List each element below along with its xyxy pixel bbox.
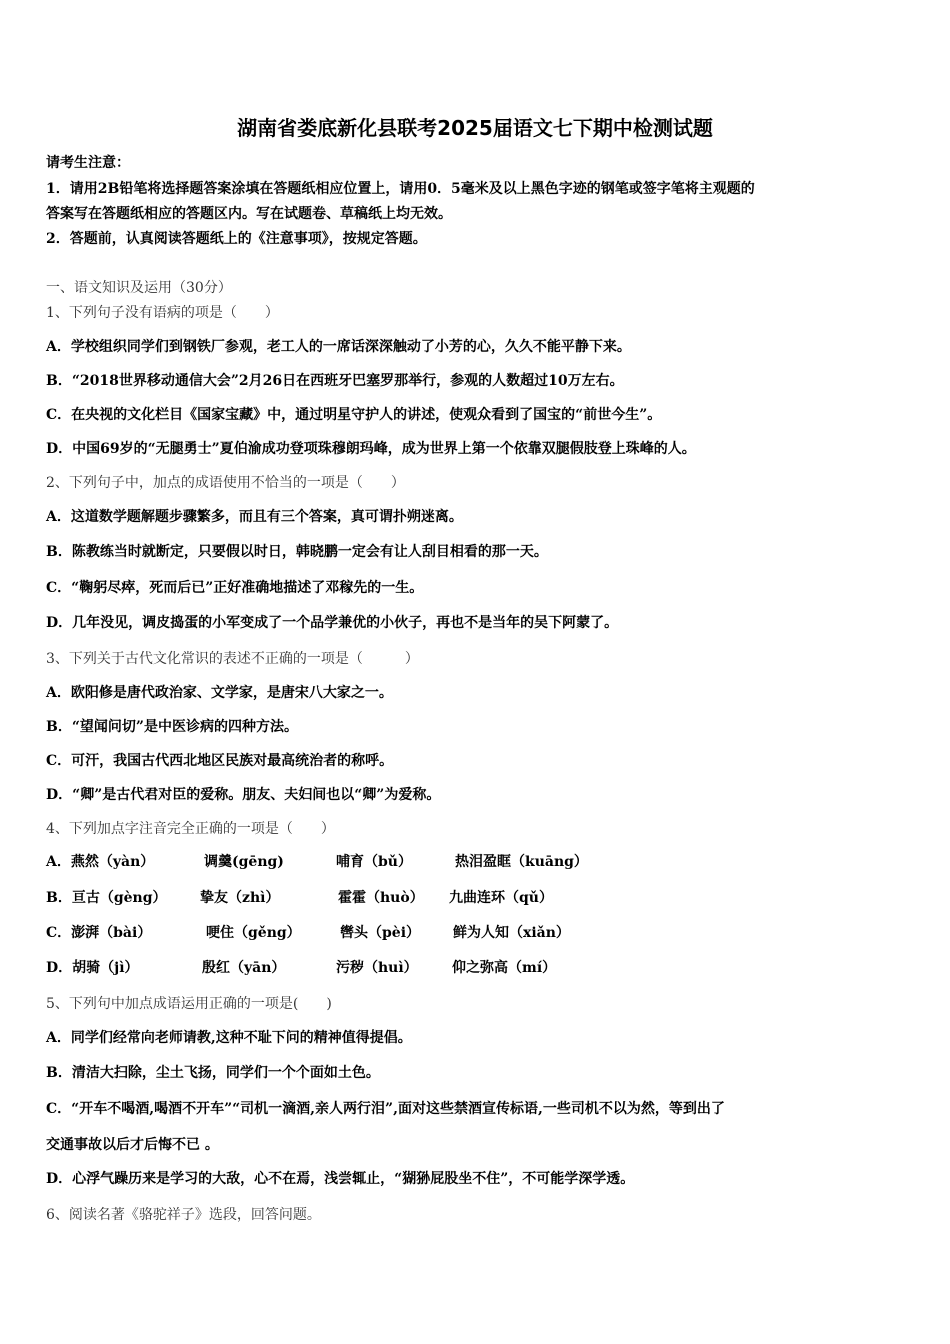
q4-row-d-4: 仰之弥高（mí）: [452, 960, 557, 976]
q4-row-b-4: 九曲连环（qǔ）: [449, 890, 553, 906]
q2-option-c: C．“鞠躬尽瘁，死而后已”正好准确地描述了邓稼先的一生。: [46, 580, 424, 596]
page-title: 湖南省娄底新化县联考2025届语文七下期中检测试题: [237, 116, 713, 140]
q3-stem: 3、下列关于古代文化常识的表述不正确的一项是（ ）: [46, 651, 419, 667]
q4-row-b-2: 挚友（zhì）: [200, 890, 280, 906]
q5-option-c: C．“开车不喝酒,喝酒不开车”“司机一滴酒,亲人两行泪”,面对这些禁酒宣传标语,一些司机不以为然，等到出了: [46, 1101, 725, 1117]
q4-row-a-4: 热泪盈眶（kuāng）: [455, 854, 588, 870]
q4-stem: 4、下列加点字注音完全正确的一项是（ ）: [46, 821, 335, 837]
notice-item-2: 2．答题前，认真阅读答题纸上的《注意事项》，按规定答题。: [46, 231, 427, 247]
q6-stem: 6、阅读名著《骆驼祥子》选段，回答问题。: [46, 1207, 321, 1223]
q5-option-d: D．心浮气躁历来是学习的大敌，心不在焉，浅尝辄止，“猢狲屁股坐不住”，不可能学深学透。: [46, 1171, 635, 1187]
q3-option-a: A．欧阳修是唐代政治家、文学家，是唐宋八大家之一。: [46, 685, 393, 701]
q4-row-c-3: 辔头（pèi）: [340, 925, 421, 941]
q3-option-b: B．“望闻问切”是中医诊病的四种方法。: [46, 719, 298, 735]
q4-row-d-2: 殷红（yān）: [202, 960, 286, 976]
q4-row-b-3: 霍霍（huò）: [338, 890, 424, 906]
q4-row-d-3: 污秽（huì）: [336, 960, 418, 976]
q5-option-c-cont: 交通事故以后才后悔不已 。: [46, 1137, 219, 1153]
q1-option-c: C．在央视的文化栏目《国家宝藏》中，通过明星守护人的讲述，使观众看到了国宝的“前世今生”。: [46, 407, 662, 423]
q2-option-b: B．陈教练当时就断定，只要假以时日，韩晓鹏一定会有让人刮目相看的那一天。: [46, 544, 548, 560]
q3-option-c: C．可汗，我国古代西北地区民族对最高统治者的称呼。: [46, 753, 394, 769]
q4-row-c-4: 鲜为人知（xiǎn）: [453, 925, 570, 941]
q3-option-d: D．“卿”是古代君对臣的爱称。朋友、夫妇间也以“卿”为爱称。: [46, 787, 441, 803]
q5-stem: 5、下列句中加点成语运用正确的一项是( ): [46, 996, 332, 1012]
notice-heading: 请考生注意：: [46, 155, 130, 171]
q5-option-a: A．同学们经常向老师请教,这种不耻下问的精神值得提倡。: [46, 1030, 412, 1046]
q4-row-d-1: D．胡骑（jì）: [46, 960, 139, 976]
q4-row-a-3: 哺育（bǔ）: [336, 854, 412, 870]
notice-item-1-cont: 答案写在答题纸相应的答题区内。写在试题卷、草稿纸上均无效。: [46, 206, 452, 222]
q1-option-a: A．学校组织同学们到钢铁厂参观，老工人的一席话深深触动了小芳的心，久久不能平静下来。: [46, 339, 631, 355]
q1-option-b: B．“2018世界移动通信大会”2月26日在西班牙巴塞罗那举行，参观的人数超过10万左右。: [46, 373, 624, 389]
q4-row-a-1: A．燕然（yàn）: [46, 854, 155, 870]
notice-item-1: 1．请用2B铅笔将选择题答案涂填在答题纸相应位置上，请用0．5毫米及以上黑色字迹的钢笔或签字笔将主观题的: [46, 181, 755, 197]
q1-stem: 1、下列句子没有语病的项是（ ）: [46, 305, 279, 321]
q2-stem: 2、下列句子中，加点的成语使用不恰当的一项是（ ）: [46, 475, 405, 491]
q2-option-d: D．几年没见，调皮捣蛋的小军变成了一个品学兼优的小伙子，再也不是当年的吴下阿蒙了。: [46, 615, 619, 631]
q4-row-a-2: 调羹(gēng): [204, 854, 284, 870]
q5-option-b: B．清洁大扫除，尘土飞扬，同学们一个个面如土色。: [46, 1065, 380, 1081]
q4-row-b-1: B．亘古（gèng）: [46, 890, 167, 906]
q4-row-c-2: 哽住（gěng）: [206, 925, 301, 941]
q1-option-d: D．中国69岁的“无腿勇士”夏伯渝成功登项珠穆朗玛峰，成为世界上第一个依靠双腿假肢登上珠峰的人。: [46, 441, 696, 457]
section-heading: 一、语文知识及运用（30分）: [46, 280, 232, 296]
q4-row-c-1: C．澎湃（bài）: [46, 925, 152, 941]
q2-option-a: A．这道数学题解题步骤繁多，而且有三个答案，真可谓扑朔迷离。: [46, 509, 463, 525]
